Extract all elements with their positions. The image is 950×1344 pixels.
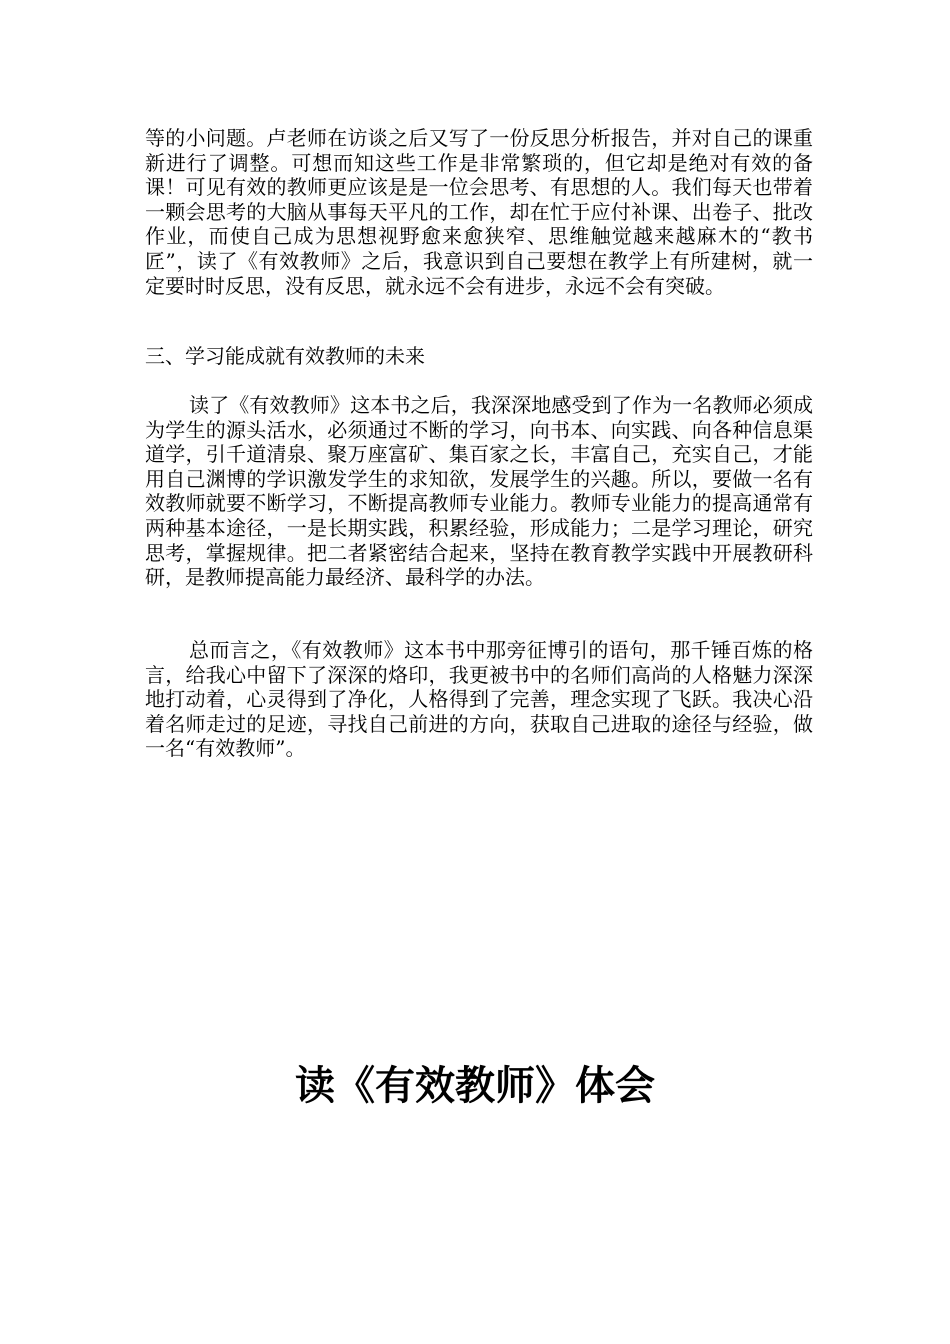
section-heading-learning: 三、学习能成就有效教师的未来 — [145, 344, 425, 368]
paragraph-learning: 读了《有效教师》这本书之后，我深深地感受到了作为一名教师必须成为学生的源头活水，必须通过不断的学习，向书本、向实践、向各种信息渠道学，引千道清泉、聚万座富矿、集百家之长，丰富自己，充实自己，才能用自己渊博的学识激发学生的求知欲，发展学生的兴趣。所以，要做一名有效教师就要不断学习，不断提高教师专业能力。教师专业能力的提高通常有两种基本途径，一是长期实践，积累经验，形成能力；二是学习理论，研究思考，掌握规律。把二者紧密结合起来，坚持在教育教学实践中开展教研科研，是教师提高能力最经济、最科学的办法。 — [145, 393, 813, 590]
paragraph-conclusion: 总而言之，《有效教师》这本书中那旁征博引的语句，那千锤百炼的格言，给我心中留下了深深的烙印，我更被书中的名师们高尚的人格魅力深深地打动着，心灵得到了净化，人格得到了完善，理念实现了飞跃。我决心沿着名师走过的足迹，寻找自己前进的方向，获取自己进取的途径与经验，做一名“有效教师”。 — [145, 638, 813, 761]
paragraph-reflection: 等的小问题。卢老师在访谈之后又写了一份反思分析报告，并对自己的课重新进行了调整。可想而知这些工作是非常繁琐的，但它却是绝对有效的备课！可见有效的教师更应该是是一位会思考、有思想的人。我们每天也带着一颗会思考的大脑从事每天平凡的工作，却在忙于应付补课、出卷子、批改作业，而使自己成为思想视野愈来愈狭窄、思维触觉越来越麻木的“教书匠”，读了《有效教师》之后，我意识到自己要想在教学上有所建树，就一定要时时反思，没有反思，就永远不会有进步，永远不会有突破。 — [145, 126, 813, 298]
document-title: 读《有效教师》体会 — [295, 1063, 655, 1109]
